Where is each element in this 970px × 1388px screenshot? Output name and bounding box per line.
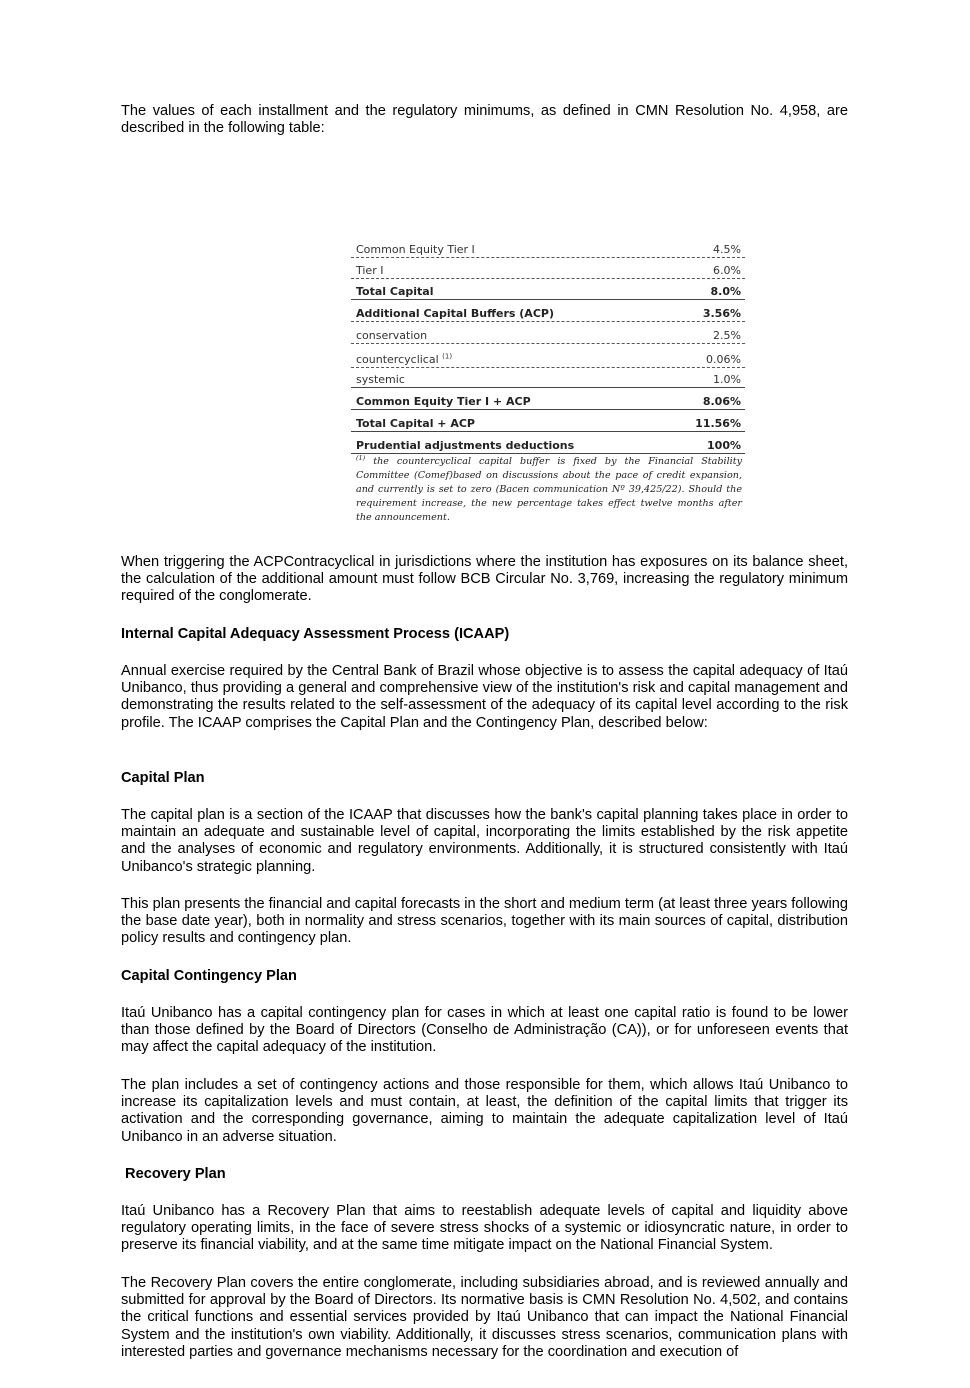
- row-label: Additional Capital Buffers (ACP): [356, 307, 554, 320]
- row-value: 0.06%: [706, 353, 741, 366]
- row-label-text: countercyclical: [356, 353, 439, 366]
- table-row: [351, 344, 745, 368]
- footnote-text: the countercyclical capital buffer is fixed by the Financial Stability Committee (Comef)based on discussions about the pace of credit expansion, and currently is set to zero (Bacen communication Nº 39,425/22). Should the requirement increase, the new percentage takes effect twelve months after the announcement.: [356, 456, 742, 523]
- row-value: 100%: [707, 439, 741, 452]
- icaap-paragraph: Annual exercise required by the Central Bank of Brazil whose objective is to assess the capital adequacy of Itaú Unibanco, thus providing a general and comprehensive view of the institution's risk and capital management and demonstrating the results related to the self-assessment of the adequacy of its capital level according to the risk profile. The ICAAP comprises the Capital Plan and the Contingency Plan, described below:: [121, 663, 848, 731]
- capital-requirements-table: [351, 240, 745, 525]
- row-value: 6.0%: [713, 264, 741, 277]
- row-label: [356, 353, 452, 366]
- row-label: conservation: [356, 329, 428, 342]
- row-value: 8.0%: [710, 285, 741, 298]
- footnote-ref: (1): [442, 352, 453, 361]
- intro-paragraph: The values of each installment and the regulatory minimums, as defined in CMN Resolution No. 4,958, are described in the following table:: [121, 103, 848, 137]
- contingency-paragraph-1: Itaú Unibanco has a capital contingency plan for cases in which at least one capital ratio is found to be lower than those defined by the Board of Directors (Conselho de Administração (CA)), or for unforeseen events that may affect the capital adequacy of the institution.: [121, 1005, 848, 1056]
- table-row: [351, 300, 745, 322]
- table-row: [351, 322, 745, 344]
- row-value: 2.5%: [713, 329, 741, 342]
- row-label: Tier I: [356, 264, 384, 277]
- contingency-paragraph-2: The plan includes a set of contingency actions and those responsible for them, which allows Itaú Unibanco to increase its capitalization levels and must contain, at least, the definition of the capital limits that trigger its activation and the corresponding governance, aiming to maintain the adequate capitalization level of Itaú Unibanco in an adverse situation.: [121, 1077, 848, 1145]
- table-row: [351, 388, 745, 410]
- row-value: 8.06%: [702, 395, 741, 408]
- table-row: [351, 258, 745, 279]
- table-row: [351, 432, 745, 454]
- row-value: 3.56%: [702, 307, 741, 320]
- table-row: [351, 368, 745, 388]
- row-value: 1.0%: [713, 373, 741, 386]
- recovery-paragraph-1: Itaú Unibanco has a Recovery Plan that aims to reestablish adequate levels of capital and liquidity above regulatory operating limits, in the face of severe stress shocks of a systemic or idiosyncratic nature, in order to preserve its financial viability, and at the same time mitigate impact on the National Financial System.: [121, 1203, 848, 1254]
- row-label: Total Capital: [356, 285, 434, 298]
- capital-plan-paragraph-2: This plan presents the financial and capital forecasts in the short and medium term (at least three years following the base date year), both in normality and stress scenarios, together with its main sources of capital, distribution policy results and contingency plan.: [121, 896, 848, 947]
- acp-paragraph: When triggering the ACPContracyclical in jurisdictions where the institution has exposures on its balance sheet, the calculation of the additional amount must follow BCB Circular No. 3,769, increasing the regulatory minimum required of the conglomerate.: [121, 554, 848, 605]
- row-value: 11.56%: [695, 417, 741, 430]
- table-row: [351, 410, 745, 432]
- recovery-paragraph-2: The Recovery Plan covers the entire conglomerate, including subsidiaries abroad, and is reviewed annually and submitted for approval by the Board of Directors. Its normative basis is CMN Resolution No. 4,502, and contains the critical functions and essential services provided by Itaú Unibanco that can impact the National Financial System and the institution's own viability. Additionally, it discusses stress scenarios, communication plans with interested parties and governance mechanisms necessary for the coordination and execution of: [121, 1275, 848, 1360]
- footnote-marker: (1): [356, 453, 366, 462]
- table-footnote: [351, 454, 745, 525]
- recovery-plan-heading: Recovery Plan: [121, 1166, 226, 1182]
- contingency-plan-heading: Capital Contingency Plan: [121, 968, 297, 984]
- table-row: [351, 279, 745, 300]
- row-label: Prudential adjustments deductions: [356, 439, 575, 452]
- row-label: Common Equity Tier I: [356, 243, 475, 256]
- row-value: 4.5%: [713, 243, 741, 256]
- icaap-heading: Internal Capital Adequacy Assessment Process (ICAAP): [121, 626, 510, 642]
- row-label: systemic: [356, 373, 405, 386]
- row-label: Common Equity Tier I + ACP: [356, 395, 531, 408]
- row-label: Total Capital + ACP: [356, 417, 475, 430]
- table-row: [351, 240, 745, 258]
- capital-plan-paragraph-1: The capital plan is a section of the ICAAP that discusses how the bank's capital planning takes place in order to maintain an adequate and sustainable level of capital, incorporating the limits established by the risk appetite and the analyses of economic and regulatory environments. Additionally, it is structured consistently with Itaú Unibanco's strategic planning.: [121, 807, 848, 875]
- capital-plan-heading: Capital Plan: [121, 770, 205, 786]
